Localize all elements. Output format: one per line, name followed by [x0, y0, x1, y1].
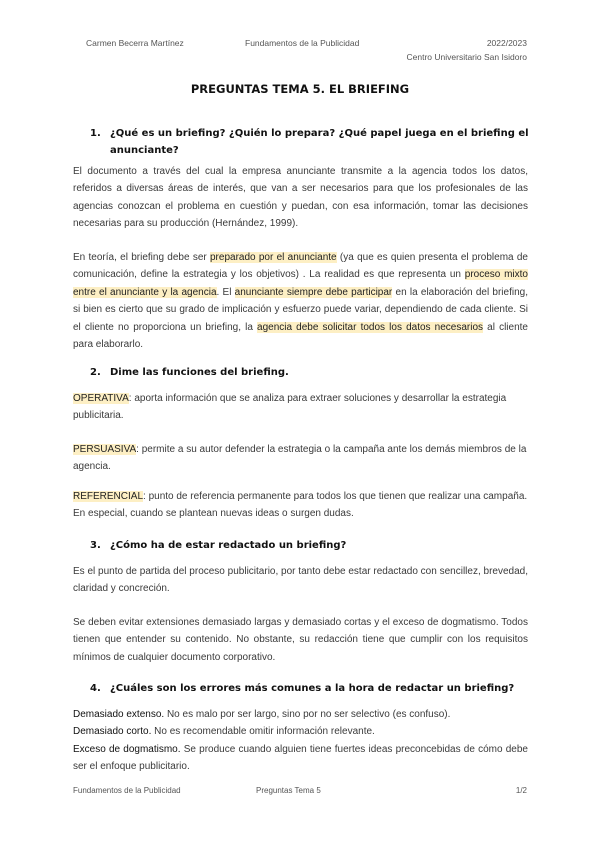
error-term: Exceso de dogmatismo. [73, 743, 181, 755]
question-number: 4. [90, 683, 101, 694]
function-desc: : permite a su autor defender la estrategia o la campaña ante los demás miembros de la agencia. [73, 444, 527, 473]
header-author: Carmen Becerra Martínez [86, 38, 184, 48]
q1-paragraph-2 [73, 249, 528, 353]
page-title: PREGUNTAS TEMA 5. EL BRIEFING [190, 82, 410, 96]
question-text: ¿Cuáles son los errores más comunes a la hora de redactar un briefing? [110, 683, 515, 694]
question-text: ¿Qué es un briefing? ¿Quién lo prepara? ¿Qué papel juega en el briefing el anunciante? [110, 128, 529, 156]
footer-doc: Preguntas Tema 5 [256, 786, 321, 795]
function-term: REFERENCIAL [73, 491, 144, 502]
header-center: Centro Universitario San Isidoro [406, 52, 527, 62]
highlight: preparado por el anunciante [210, 252, 337, 263]
highlight: agencia debe solicitar todos los datos necesarios [257, 321, 484, 333]
header-subject: Fundamentos de la Publicidad [245, 38, 360, 48]
header-year: 2022/2023 [486, 38, 527, 48]
function-referencial [73, 488, 528, 523]
function-term: OPERATIVA [73, 393, 129, 404]
q1-paragraph-1: El documento a través del cual la empresa anunciante transmite a la agencia todos los datos, referidos a diversas áreas de interés, que van a ser necesarios para que los profesionales de las agencias conozcan el problema en cuestión y puedan, con esa información, tomar las decisiones necesarias para su producción (Hernández, 1999). [73, 166, 528, 230]
footer-subject: Fundamentos de la Publicidad [73, 786, 181, 795]
error-term: Demasiado extenso. [73, 709, 165, 720]
text: al cliente para elaborarlo. [73, 321, 528, 351]
q3-paragraph-1: Es el punto de partida del proceso publicitario, por tanto debe estar redactado con sencillez, brevedad, claridad y concreción. [73, 566, 528, 595]
error-item [73, 741, 528, 776]
function-operativa [73, 390, 528, 425]
error-desc: Se produce cuando alguien tiene fuertes ideas preconcebidas de cómo debe ser el enfoque publicitario. [73, 743, 528, 773]
q3-paragraph-2: Se deben evitar extensiones demasiado largas y demasiado cortas y el exceso de dogmatismo. Todos tienen que entender su contenido. No obstante, su redacción tiene que cumplir con los requisitos mínimos de cualquier documento corporativo. [73, 617, 528, 663]
question-number: 3. [90, 540, 101, 551]
question-2 [90, 364, 530, 381]
text: . El [216, 286, 235, 298]
question-number: 1. [90, 128, 101, 139]
question-number: 2. [90, 367, 101, 378]
highlight: anunciante siempre debe participar [234, 286, 393, 298]
function-desc: : punto de referencia permanente para todos los que tienen que realizar una campaña. En especial, cuando se plantean nuevas ideas o surgen dudas. [73, 491, 528, 520]
text: En teoría, el briefing debe ser [73, 252, 210, 263]
errors-list [73, 706, 528, 776]
text: en la elaboración del briefing, si bien es cierto que su grado de implicación y esfuerzo puede variar, dependiendo de cada cliente. Si el cliente no proporciona un briefing, la [73, 286, 528, 333]
question-3 [90, 537, 530, 554]
question-4 [90, 680, 550, 697]
error-term: Demasiado corto. [73, 726, 152, 738]
question-text: Dime las funciones del briefing. [110, 367, 289, 378]
footer-page-number: 1/2 [515, 786, 527, 795]
error-item [73, 706, 528, 723]
error-desc: No es recomendable omitir información relevante. [151, 726, 375, 738]
error-desc: No es malo por ser largo, sino por no ser selectivo (es confuso). [164, 709, 451, 720]
question-text: ¿Cómo ha de estar redactado un briefing? [110, 540, 347, 551]
highlight: proceso mixto entre el anunciante y la agencia [73, 269, 528, 298]
text: (ya que es quien presenta el problema de comunicación, define la estrategia y los objetivos) . La realidad es que representa un [73, 252, 528, 281]
error-item [73, 723, 528, 740]
function-desc: : aporta información que se analiza para extraer soluciones y desarrollar la estrategia publicitaria. [73, 393, 507, 422]
function-persuasiva [73, 441, 528, 476]
function-term: PERSUASIVA [73, 444, 137, 455]
question-1 [90, 125, 530, 159]
